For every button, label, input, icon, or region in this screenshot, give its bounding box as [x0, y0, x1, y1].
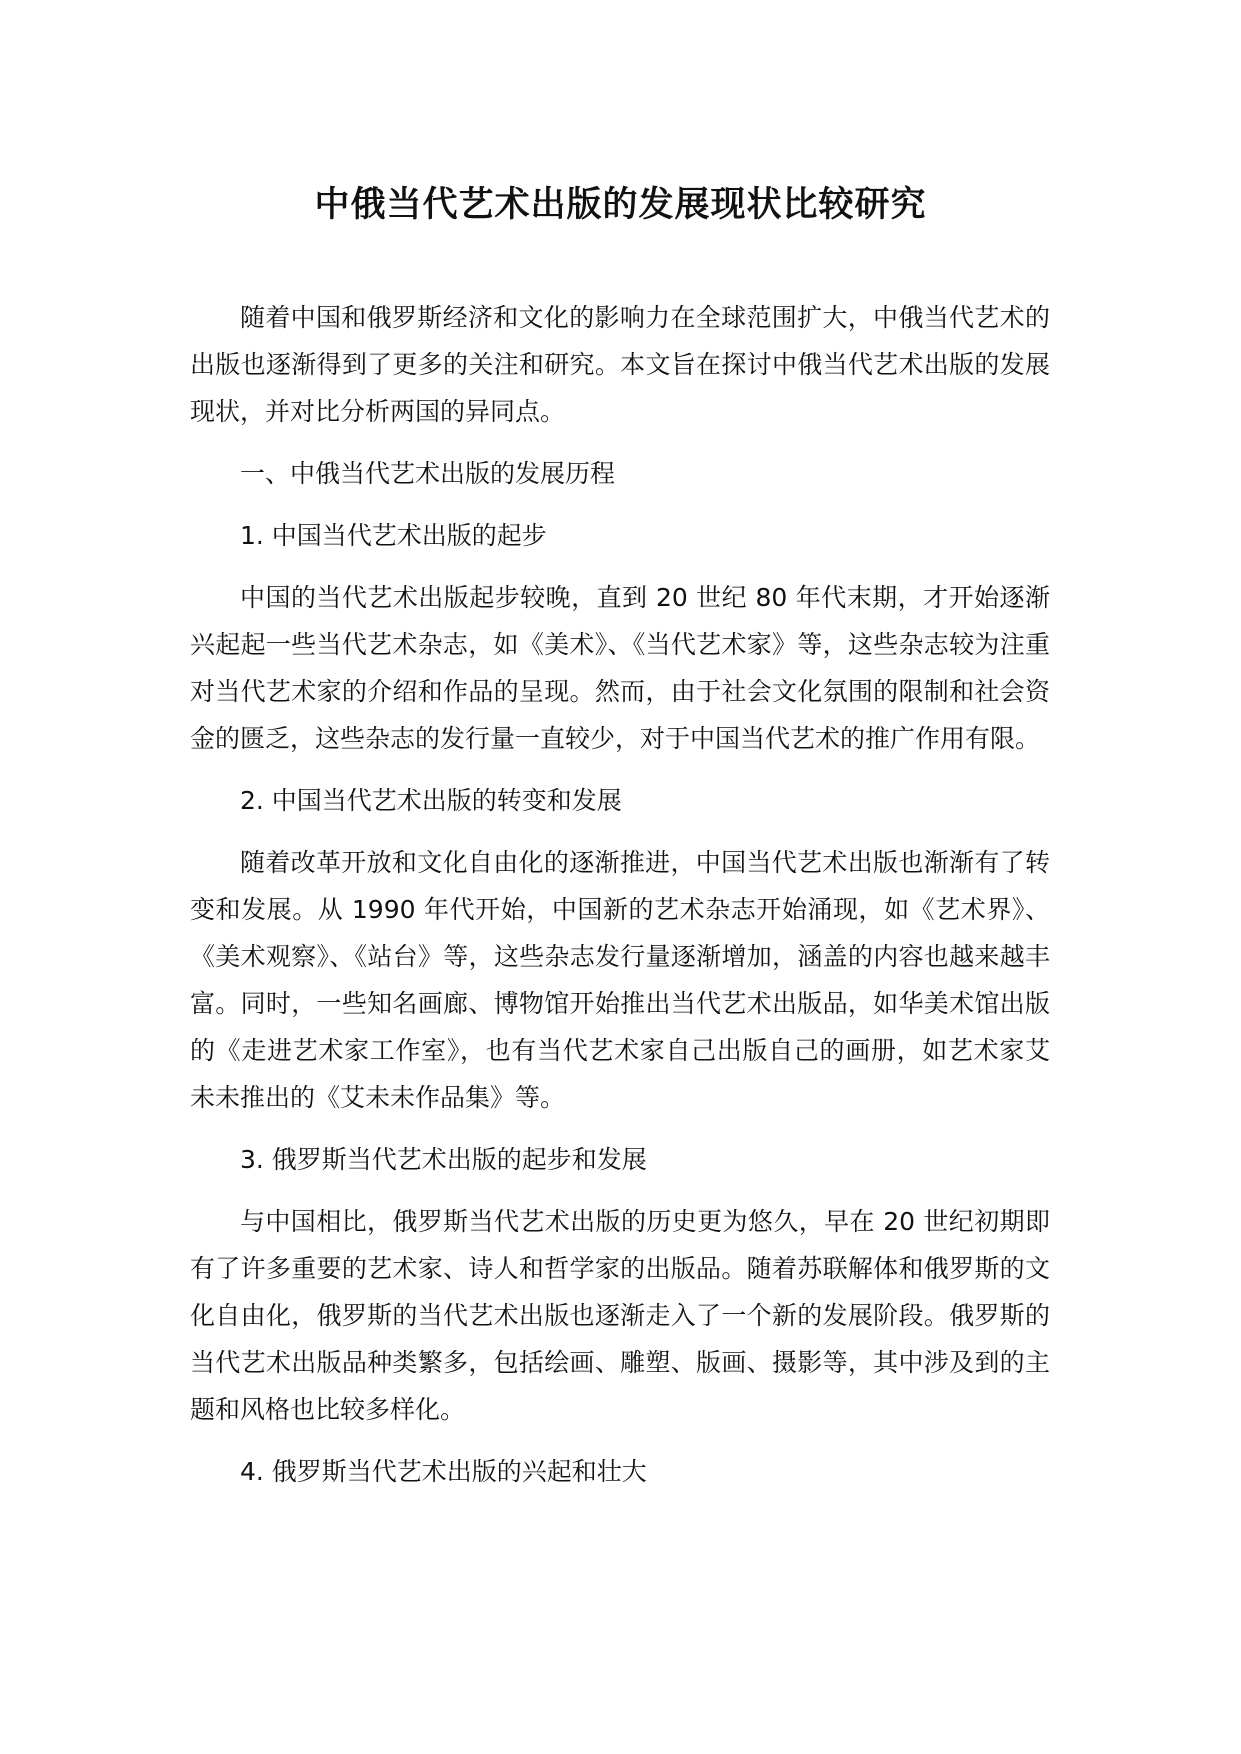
paragraph-china-beginning: 中国的当代艺术出版起步较晚，直到 20 世纪 80 年代末期，才开始逐渐兴起起一些当代艺术杂志，如《美术》、《当代艺术家》等，这些杂志较为注重对当代艺术家的介绍和作品的呈现。然而，由于社会文化氛围的限制和社会资金的匮乏，这些杂志的发行量一直较少，对于中国当代艺术的推广作用有限。: [190, 583, 1050, 753]
intro-paragraph: 随着中国和俄罗斯经济和文化的影响力在全球范围扩大，中俄当代艺术的出版也逐渐得到了更多的关注和研究。本文旨在探讨中俄当代艺术出版的发展现状，并对比分析两国的异同点。: [190, 303, 1050, 426]
document-title: 中俄当代艺术出版的发展现状比较研究: [314, 185, 927, 225]
section-heading-1: 一、中俄当代艺术出版的发展历程: [240, 459, 616, 488]
paragraph-russia-beginning: 与中国相比，俄罗斯当代艺术出版的历史更为悠久，早在 20 世纪初期即有了许多重要的艺术家、诗人和哲学家的出版品。随着苏联解体和俄罗斯的文化自由化，俄罗斯的当代艺术出版也逐渐走入了一个新的发展阶段。俄罗斯的当代艺术出版品种类繁多，包括绘画、雕塑、版画、摄影等，其中涉及到的主题和风格也比较多样化。: [190, 1207, 1050, 1424]
document-body: [190, 294, 1050, 1510]
subsection-heading-1: 1. 中国当代艺术出版的起步: [240, 521, 547, 550]
subsection-heading-4: 4. 俄罗斯当代艺术出版的兴起和壮大: [240, 1457, 647, 1486]
subsection-heading-2: 2. 中国当代艺术出版的转变和发展: [240, 786, 622, 815]
subsection-heading-3: 3. 俄罗斯当代艺术出版的起步和发展: [240, 1145, 647, 1174]
paragraph-china-development: 随着改革开放和文化自由化的逐渐推进，中国当代艺术出版也渐渐有了转变和发展。从 1990 年代开始，中国新的艺术杂志开始涌现，如《艺术界》、《美术观察》、《站台》等，这些杂志发行量逐渐增加，涵盖的内容也越来越丰富。同时，一些知名画廊、博物馆开始推出当代艺术出版品，如华美术馆出版的《走进艺术家工作室》，也有当代艺术家自己出版自己的画册，如艺术家艾未未推出的《艾未未作品集》等。: [190, 848, 1050, 1112]
